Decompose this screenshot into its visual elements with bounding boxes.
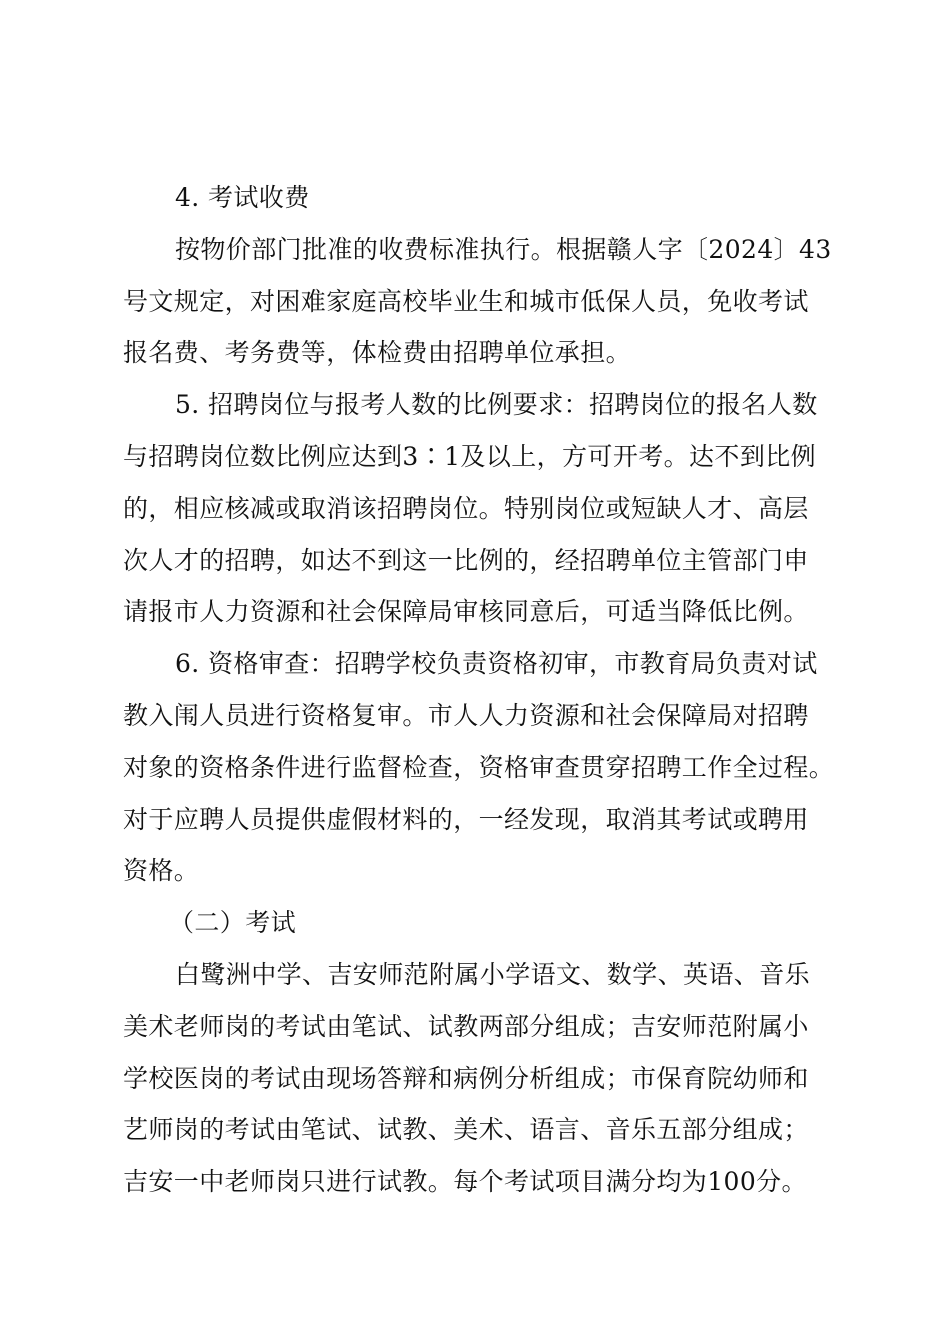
paragraph-line: 次人才的招聘，如达不到这一比例的，经招聘单位主管部门申 (123, 545, 809, 575)
paragraph-line: 请报市人力资源和社会保障局审核同意后，可适当降低比例。 (123, 597, 809, 627)
document-body (123, 172, 835, 1208)
paragraph-line: 吉安一中老师岗只进行试教。每个考试项目满分均为100分。 (123, 1167, 807, 1197)
paragraph-line: 资格。 (123, 856, 200, 886)
paragraph-line: 对于应聘人员提供虚假材料的，一经发现，取消其考试或聘用 (123, 804, 809, 834)
paragraph-line: 对象的资格条件进行监督检查，资格审查贯穿招聘工作全过程。 (123, 752, 835, 782)
paragraph-line: 白鹭洲中学、吉安师范附属小学语文、数学、英语、音乐 (175, 959, 811, 989)
paragraph-line: 5. 招聘岗位与报考人数的比例要求：招聘岗位的报名人数 (175, 390, 818, 420)
paragraph-line: 的，相应核减或取消该招聘岗位。特别岗位或短缺人才、高层 (123, 493, 809, 523)
paragraph-line: 按物价部门批准的收费标准执行。根据赣人字〔2024〕43 (175, 234, 832, 264)
paragraph-line: 号文规定，对困难家庭高校毕业生和城市低保人员，免收考试 (123, 286, 809, 316)
section-heading-exam: （二）考试 (169, 908, 297, 938)
paragraph-line: 学校医岗的考试由现场答辩和病例分析组成；市保育院幼师和 (123, 1063, 809, 1093)
paragraph-line: 6. 资格审查：招聘学校负责资格初审，市教育局负责对试 (175, 649, 818, 679)
paragraph-line: 与招聘岗位数比例应达到3∶1及以上，方可开考。达不到比例 (123, 441, 817, 471)
paragraph-line: 报名费、考务费等，体检费由招聘单位承担。 (123, 338, 632, 368)
paragraph-line: 美术老师岗的考试由笔试、试教两部分组成；吉安师范附属小 (123, 1011, 809, 1041)
paragraph-line: 教入闱人员进行资格复审。市人人力资源和社会保障局对招聘 (123, 700, 809, 730)
paragraph-line: 艺师岗的考试由笔试、试教、美术、语言、音乐五部分组成； (123, 1115, 809, 1145)
section-heading-exam-fee: 4. 考试收费 (175, 183, 310, 212)
